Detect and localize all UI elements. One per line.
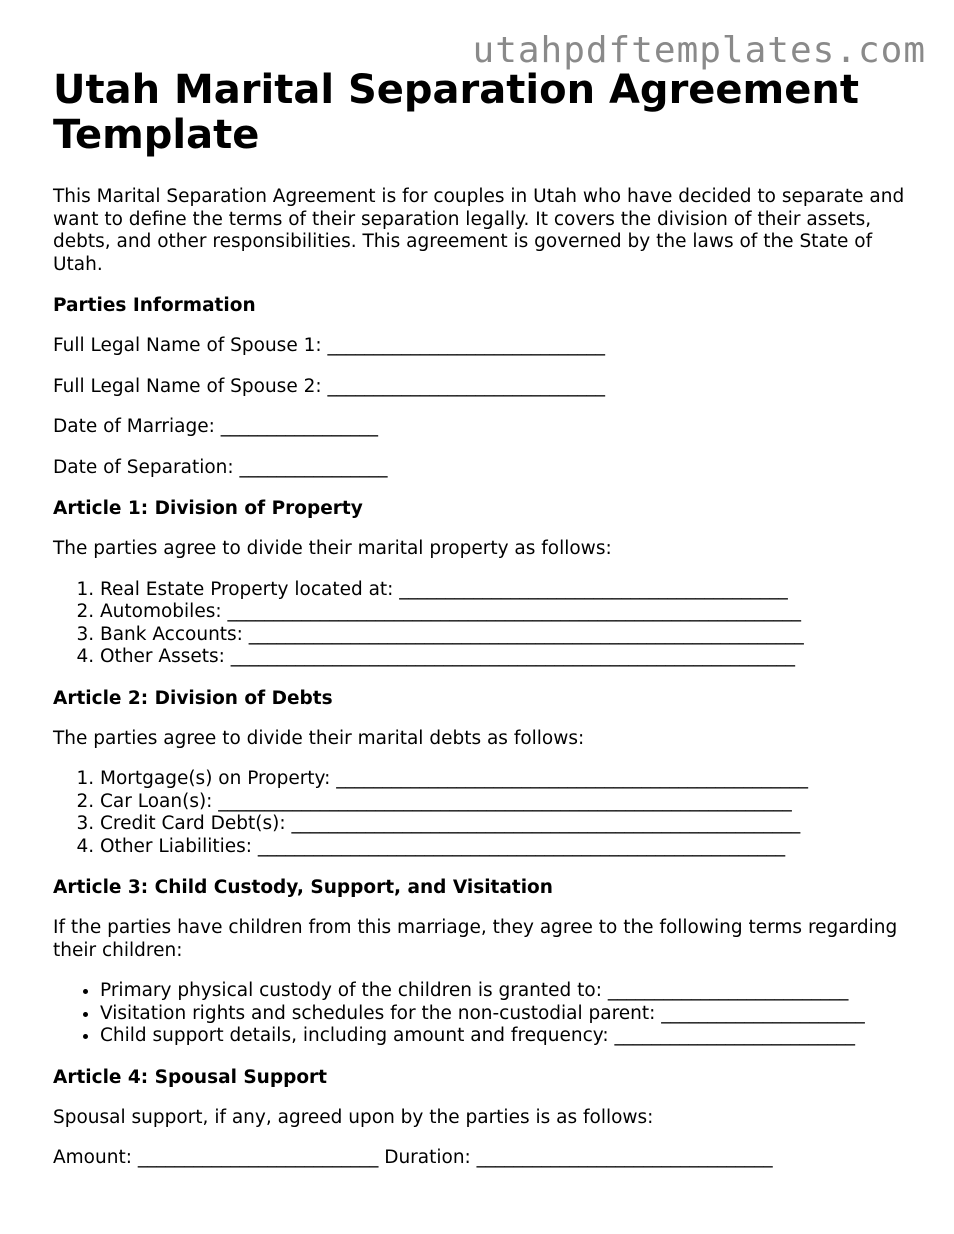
article2-heading: Article 2: Division of Debts	[53, 687, 333, 709]
article3-heading: Article 3: Child Custody, Support, and Visitation	[53, 877, 553, 898]
marriage-date-field[interactable]: Date of Marriage: _________________	[53, 416, 378, 437]
article4-intro: Spousal support, if any, agreed upon by the parties is as follows:	[53, 1106, 654, 1128]
custody-list	[53, 980, 923, 1048]
debt-item-car-loans[interactable]: 2. Car Loan(s): ______________________________________________________________	[100, 791, 923, 814]
separation-date-field[interactable]: Date of Separation: ________________	[53, 456, 388, 478]
custody-item-visitation[interactable]: • Visitation rights and schedules for the non-custodial parent: ______________________	[100, 1003, 923, 1026]
debt-item-other-liabilities[interactable]: 4. Other Liabilities: _________________________________________________________	[100, 836, 923, 859]
article4-heading: Article 4: Spousal Support	[53, 1066, 328, 1088]
debt-item-credit-card[interactable]: 3. Credit Card Debt(s): _______________________________________________________	[100, 813, 923, 836]
spouse1-field[interactable]: Full Legal Name of Spouse 1: ______________________________	[53, 335, 605, 356]
article3-intro: If the parties have children from this marriage, they agree to the following terms regarding their children:	[53, 917, 898, 961]
property-item-other-assets[interactable]: 4. Other Assets: _____________________________________________________________	[100, 646, 923, 669]
document-title: Utah Marital Separation Agreement Template	[53, 67, 859, 158]
article2-intro: The parties agree to divide their marital debts as follows:	[53, 727, 585, 749]
parties-heading: Parties Information	[53, 295, 256, 316]
document-page	[53, 68, 923, 1170]
property-item-real-estate[interactable]: 1. Real Estate Property located at: __________________________________________	[100, 579, 923, 602]
debt-item-mortgage[interactable]: 1. Mortgage(s) on Property: ___________________________________________________	[100, 768, 923, 791]
debts-list	[53, 768, 923, 858]
article1-intro: The parties agree to divide their marital property as follows:	[53, 538, 612, 559]
custody-item-child-support[interactable]: • Child support details, including amount and frequency: __________________________	[100, 1025, 923, 1048]
spouse2-field[interactable]: Full Legal Name of Spouse 2: ______________________________	[53, 375, 605, 397]
watermark: utahpdftemplates.com	[472, 30, 926, 71]
property-list	[53, 579, 923, 669]
property-item-automobiles[interactable]: 2. Automobiles: ______________________________________________________________	[100, 601, 923, 624]
custody-item-primary[interactable]: • Primary physical custody of the children is granted to: __________________________	[100, 980, 923, 1003]
property-item-bank-accounts[interactable]: 3. Bank Accounts: ____________________________________________________________	[100, 624, 923, 647]
article1-heading: Article 1: Division of Property	[53, 498, 363, 519]
amount-duration-field[interactable]: Amount: __________________________ Duration: ________________________________	[53, 1147, 773, 1168]
intro-paragraph: This Marital Separation Agreement is for couples in Utah who have decided to separate and want to define the terms of their separation legally. It covers the division of their assets, debts, and other responsibilities. This agreement is governed by the laws of the State of Utah.	[53, 186, 905, 275]
